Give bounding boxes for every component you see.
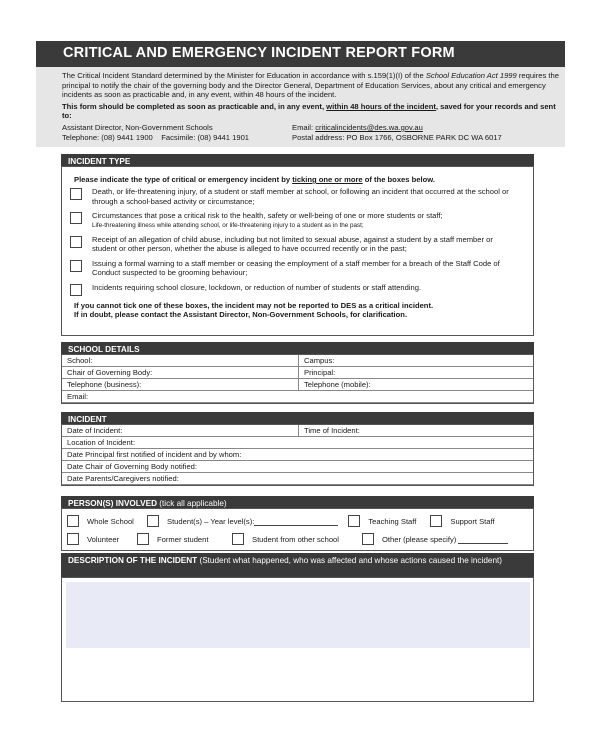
incident-type-section	[61, 166, 534, 336]
table-row	[62, 355, 533, 367]
checkbox[interactable]	[67, 533, 79, 545]
intro-paragraph: The Critical Incident Standard determined by the Minister for Education in accordance with s.159(1)(I) of the School Education Act 1999 requires the principal to notify the chair of the governing body and the Director General, Department of Education Services, about any critical and emergency incidents as soon as practicable and, in any event, within 48 hours of the incident.	[62, 71, 559, 100]
checkbox[interactable]	[70, 236, 82, 248]
description-heading: DESCRIPTION OF THE INCIDENT (Student what happened, who was affected and whose actions caused the incident)	[61, 553, 534, 577]
checkbox[interactable]	[137, 533, 149, 545]
contact-postal: Postal address: PO Box 1766, OSBORNE PARK DC WA 6017	[292, 132, 502, 142]
school-details-table	[61, 354, 534, 404]
act-name: School Education Act 1999	[425, 71, 517, 80]
telephone-business-field[interactable]: Telephone (business):	[62, 379, 299, 390]
incident-type-option: Receipt of an allegation of child abuse, including but not limited to sexual abuse, against a student by a staff member or student or other person, whether the abuse is alleged to have occurred recently or in the past;	[70, 235, 525, 254]
table-row	[62, 425, 533, 437]
persons-row: Whole School Student(s) – Year level(s): Teaching Staff Support Staff	[67, 513, 533, 529]
checkbox[interactable]	[147, 515, 159, 527]
year-level-input[interactable]	[254, 517, 338, 526]
chair-notified-field[interactable]: Date Chair of Governing Body notified:	[67, 462, 198, 471]
checkbox[interactable]	[70, 188, 82, 200]
principal-notified-field[interactable]: Date Principal first notified of incident and by whom:	[67, 450, 242, 459]
chair-field[interactable]: Chair of Governing Body:	[62, 367, 299, 378]
form-title: CRITICAL AND EMERGENCY INCIDENT REPORT FORM	[36, 41, 565, 67]
school-details-heading: SCHOOL DETAILS	[61, 342, 534, 354]
checkbox[interactable]	[67, 515, 79, 527]
other-specify-input[interactable]	[458, 535, 508, 544]
incident-date-field[interactable]: Date of Incident:	[62, 425, 299, 436]
contact-phone: Telephone: (08) 9441 1900 Facsimile: (08) 9441 1901	[62, 132, 250, 142]
table-row	[62, 449, 533, 461]
email-field[interactable]: Email:	[67, 392, 89, 401]
table-row	[62, 391, 533, 403]
checkbox[interactable]	[348, 515, 360, 527]
table-row	[62, 379, 533, 391]
table-row	[62, 461, 533, 473]
instruction-paragraph: This form should be completed as soon as practicable and, in any event, within 48 hours of the incident, saved for your records and sent to:	[62, 101, 556, 121]
contact-details	[62, 123, 565, 142]
table-row	[62, 367, 533, 379]
persons-section	[61, 508, 534, 551]
principal-field[interactable]: Principal:	[304, 368, 336, 377]
incident-location-field[interactable]: Location of Incident:	[67, 438, 135, 447]
contact-name: Assistant Director, Non-Government Schools	[62, 122, 213, 132]
contact-email: Email: criticalincidents@des.wa.gov.au	[292, 122, 423, 132]
incident-type-note: If you cannot tick one of these boxes, the incident may not be reported to DES as a critical incident. If in doubt, please contact the Assistant Director, Non-Government Schools, for clarification.	[74, 300, 434, 320]
telephone-mobile-field[interactable]: Telephone (mobile):	[304, 380, 371, 389]
incident-type-option: Circumstances that pose a critical risk to the health, safety or well-being of one or more students or staff; Life-threatening illness while attending school, or life-threatening injury to a student as in the past;	[70, 211, 525, 230]
incident-heading: INCIDENT	[61, 412, 534, 424]
checkbox[interactable]	[70, 284, 82, 296]
intro-panel	[36, 67, 565, 147]
incident-type-option: Issuing a formal warning to a staff member or ceasing the employment of a staff member for a breach of the Staff Code of Conduct suspected to be grooming behaviour;	[70, 259, 525, 278]
persons-row: Volunteer Former student Student from other school Other (please specify)	[67, 531, 533, 547]
description-input[interactable]	[66, 582, 530, 648]
incident-type-option: Incidents requiring school closure, lockdown, or reduction of number of students or staff attending.	[70, 283, 525, 296]
incident-type-option: Death, or life-threatening injury, of a student or staff member at school, or following an incident that occurred at the school or through a school-based activity or circumstance;	[70, 187, 525, 206]
checkbox[interactable]	[430, 515, 442, 527]
description-section	[61, 577, 534, 702]
persons-heading: PERSON(S) INVOLVED (tick all applicable)	[61, 496, 534, 508]
checkbox[interactable]	[70, 212, 82, 224]
table-row	[62, 473, 533, 485]
table-row	[62, 437, 533, 449]
incident-type-lead: Please indicate the type of critical or emergency incident by ticking one or more of the boxes below.	[74, 175, 435, 184]
campus-field[interactable]: Campus:	[304, 356, 335, 365]
checkbox[interactable]	[232, 533, 244, 545]
checkbox[interactable]	[70, 260, 82, 272]
parents-notified-field[interactable]: Date Parents/Caregivers notified:	[67, 474, 179, 483]
incident-type-heading: INCIDENT TYPE	[61, 154, 534, 166]
school-field[interactable]: School:	[62, 355, 299, 366]
incident-time-field[interactable]: Time of Incident:	[304, 426, 360, 435]
checkbox[interactable]	[362, 533, 374, 545]
incident-table	[61, 424, 534, 486]
